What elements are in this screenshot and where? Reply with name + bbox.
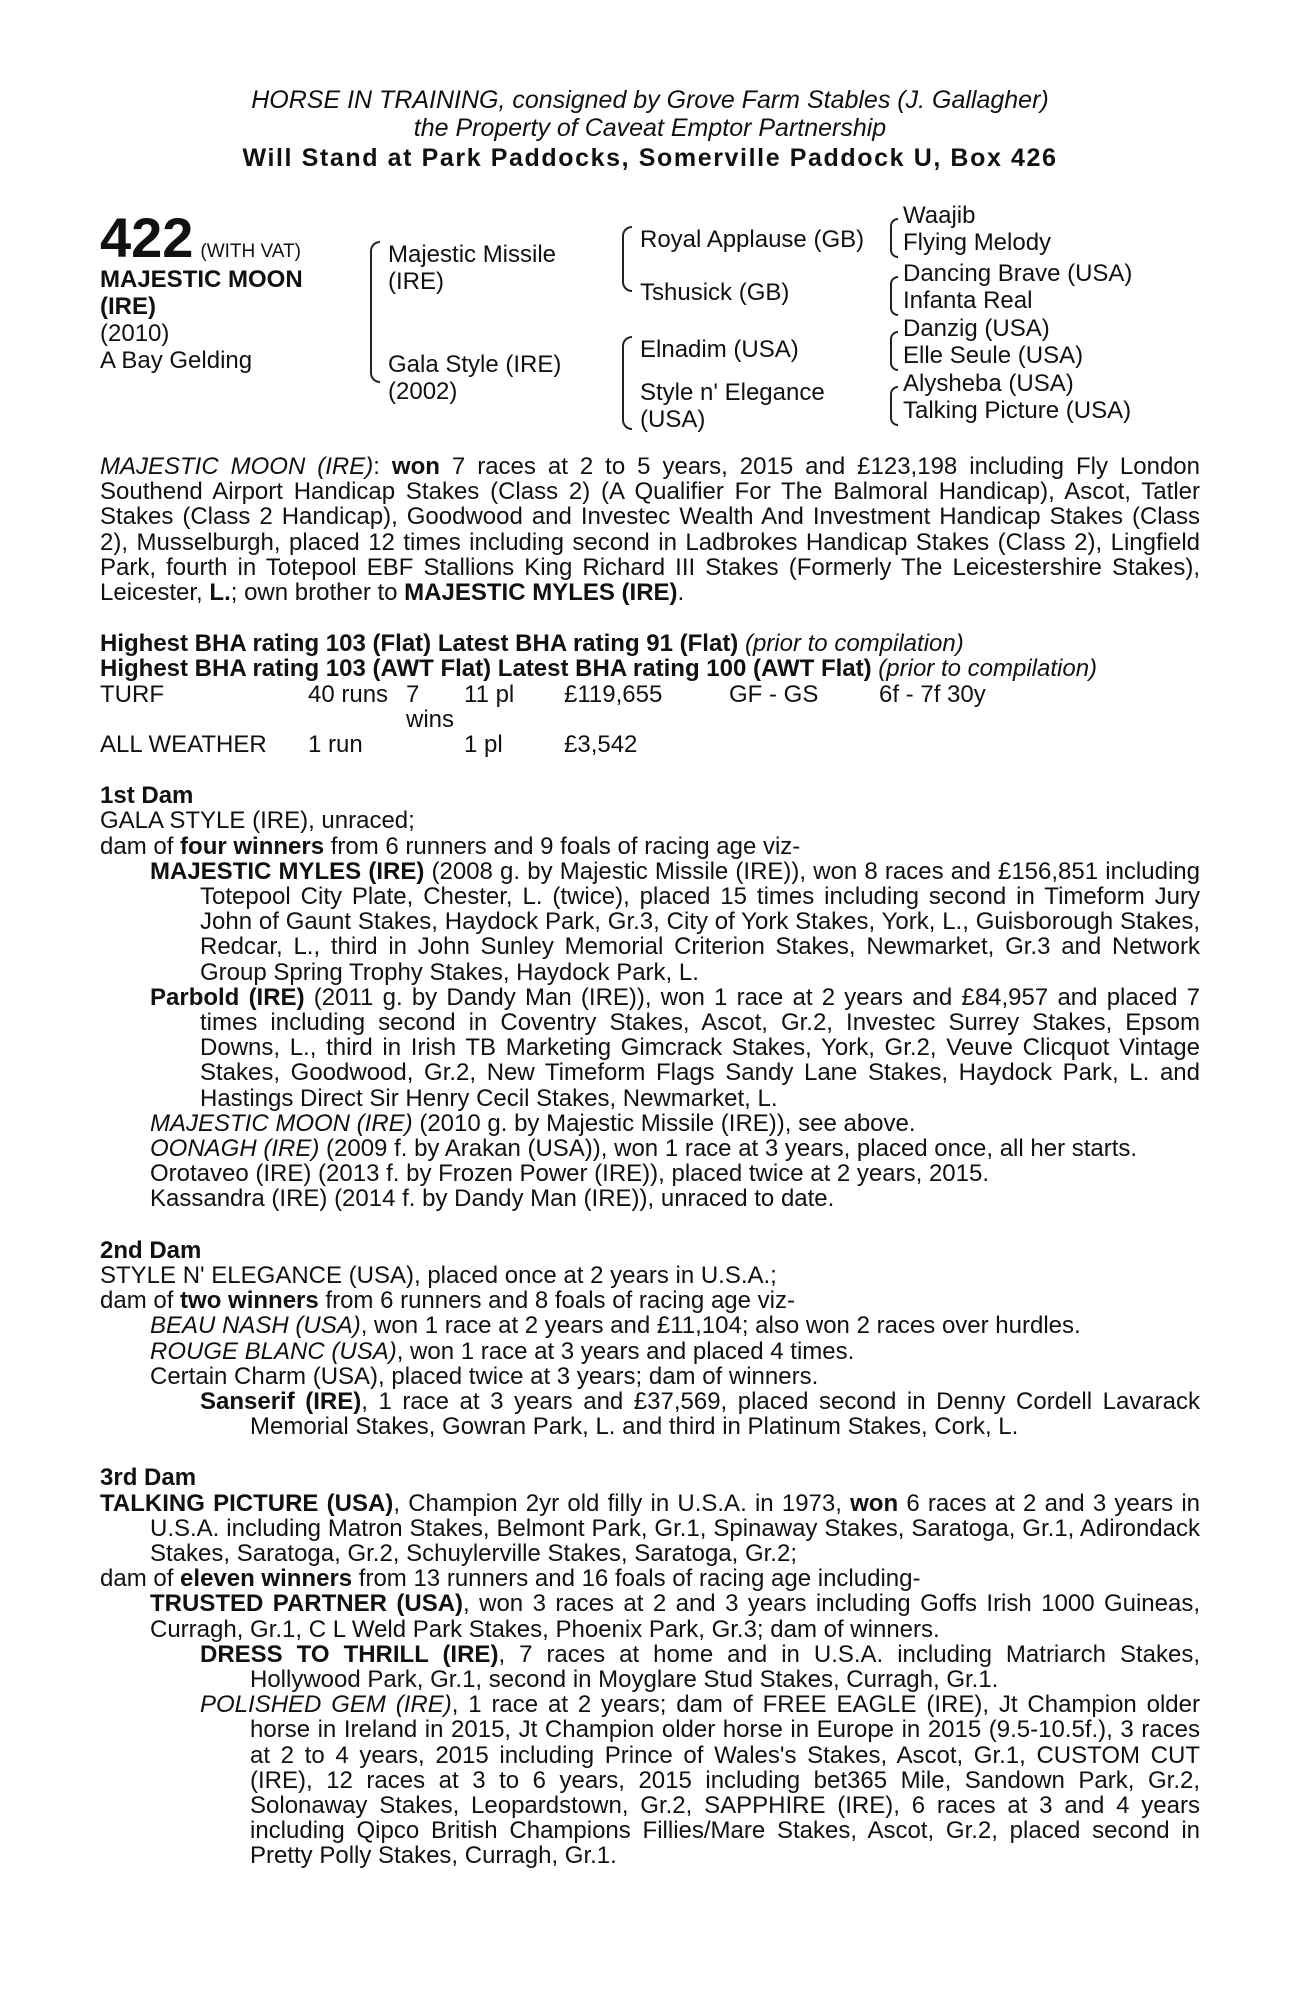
stats-going: [729, 732, 879, 757]
catalogue-page: [100, 86, 1200, 1869]
progeny-entry: OONAGH (IRE) (2009 f. by Arakan (USA)), won 1 race at 3 years, placed once, all her starts.: [150, 1135, 1138, 1163]
stats-surface: TURF: [100, 680, 164, 708]
race-record-table: [100, 682, 1200, 758]
brace-dam-line: [622, 336, 632, 430]
first-dam-name: GALA STYLE (IRE), unraced;: [100, 807, 415, 835]
dam-year: (2002): [388, 378, 458, 405]
vat-note: (WITH VAT): [200, 241, 301, 262]
progeny-entry: Certain Charm (USA), placed twice at 3 years; dam of winners.: [150, 1362, 819, 1390]
sire-dam-dam: Infanta Real: [903, 287, 1033, 314]
progeny-entry: ROUGE BLANC (USA), won 1 race at 3 years and placed 4 times.: [150, 1337, 855, 1365]
sire-sire: Royal Applause (GB): [640, 226, 865, 253]
stats-placed: 11 pl: [464, 680, 515, 708]
horse-description: A Bay Gelding: [100, 347, 253, 374]
flat-rating: Highest BHA rating 103 (Flat) Latest BHA rating 91 (Flat) (prior to compilation): [100, 630, 964, 658]
second-dam-heading: 2nd Dam: [100, 1236, 202, 1264]
second-dam-section: [100, 1263, 1200, 1439]
first-dam-section: [100, 808, 1200, 1211]
progeny-entry: Kassandra (IRE) (2014 f. by Dandy Man (IRE)), unraced to date.: [150, 1185, 835, 1213]
progeny-entry: TRUSTED PARTNER (USA), won 3 races at 2 and 3 years including Goffs Irish 1000 Guineas, Curragh, Gr.1, C L Weld Park Stakes, Phoenix Park, Gr.3; dam of winners.: [150, 1590, 1201, 1643]
awt-rating: Highest BHA rating 103 (AWT Flat) Latest BHA rating 100 (AWT Flat) (prior to compilation): [100, 655, 1098, 683]
brace-sire-line: [622, 226, 632, 292]
summary-won: won: [391, 453, 440, 480]
dam-dam-sire: Alysheba (USA): [903, 370, 1074, 397]
ratings-block: [100, 631, 1200, 681]
horse-name-country: (IRE): [100, 293, 156, 320]
sire-country: (IRE): [388, 268, 444, 295]
stats-surface: ALL WEATHER: [100, 731, 267, 759]
brace-g3-3: [890, 331, 898, 371]
second-dam-record: dam of two winners from 6 runners and 8 foals of racing age viz-: [100, 1287, 795, 1315]
progeny-entry: MAJESTIC MYLES (IRE) (2008 g. by Majestic Missile (IRE)), won 8 races and £156,851 including Totepool City Plate, Chester, L. (twice), placed 15 times including second in Timeform Jury John of Gaunt Stakes, Haydock Park, Gr.3, City of York Stakes, York, L., Guisborough Stakes, Redcar, L., third in John Sunley Memorial Criterion Stakes, Newmarket, Gr.3 and Network Group Spring Trophy Stakes, Haydock Park, L.: [150, 857, 1200, 986]
dam: Gala Style (IRE): [388, 351, 562, 378]
sire-dam-sire: Dancing Brave (USA): [903, 260, 1133, 287]
dam-dam-country: (USA): [640, 406, 706, 433]
third-dam-name: TALKING PICTURE (USA), Champion 2yr old filly in U.S.A. in 1973, won 6 races at 2 and 3 years in U.S.A. including Matron Stakes, Belmont Park, Gr.1, Spinaway Stakes, Saratoga, Gr.1, Adirondack Stakes, Saratoga, Gr.2, Schuylerville Stakes, Saratoga, Gr.2;: [100, 1489, 1201, 1567]
first-dam-heading: 1st Dam: [100, 782, 194, 810]
second-dam-name: STYLE N' ELEGANCE (USA), placed once at 2 years in U.S.A.;: [100, 1261, 777, 1289]
progeny-entry: DRESS TO THRILL (IRE), 7 races at home and in U.S.A. including Matriarch Stakes, Hollywood Park, Gr.1, second in Moyglare Stud Stakes, Curragh, Gr.1.: [200, 1640, 1200, 1693]
stats-earnings: £3,542: [564, 731, 638, 759]
brace-g3-4: [890, 386, 898, 426]
summary-name: MAJESTIC MOON (IRE): [100, 453, 374, 480]
brace-g3-1: [890, 218, 898, 258]
progeny-entry: MAJESTIC MOON (IRE) (2010 g. by Majestic Missile (IRE)), see above.: [150, 1109, 916, 1137]
stats-placed: 1 pl: [464, 731, 503, 759]
stats-runs: 40 runs: [308, 680, 389, 708]
first-dam-record: dam of four winners from 6 runners and 9 foals of racing age viz-: [100, 832, 801, 860]
lot-number-line: [100, 206, 301, 269]
stats-wins: 7 wins: [406, 680, 455, 733]
sire-sire-sire: Waajib: [903, 202, 976, 229]
progeny-entry: Sanserif (IRE), 1 race at 3 years and £37,569, placed second in Denny Cordell Lavarack Memorial Stakes, Gowran Park, L. and third in Platinum Stakes, Cork, L.: [200, 1387, 1201, 1441]
stabling-line: Will Stand at Park Paddocks, Somerville Paddock U, Box 426: [242, 144, 1058, 172]
dam-sire-sire: Danzig (USA): [903, 315, 1050, 342]
race-summary: MAJESTIC MOON (IRE): won 7 races at 2 to 5 years, 2015 and £123,198 including Fly London Southend Airport Handicap Stakes (Class 2) (A Qualifier For The Balmoral Handicap), Ascot, Tatler Stakes (Class 2 Handicap), Goodwood and Investec Wealth And Investment Handicap Stakes (Class 2), Musselburgh, placed 12 times including second in Ladbrokes Handicap Stakes (Class 2), Lingfield Park, fourth in Totepool EBF Stallions King Richard III Stakes (Formerly The Leicestershire Stakes), Leicester, L.; own brother to MAJESTIC MYLES (IRE).: [100, 453, 1200, 607]
stats-distance: 6f - 7f 30y: [879, 680, 986, 708]
stats-wins: [406, 732, 464, 757]
progeny-entry: POLISHED GEM (IRE), 1 race at 2 years; dam of FREE EAGLE (IRE), Jt Champion older horse in Ireland in 2015, Jt Champion older horse in Europe in 2015 (9.5-10.5f.), 3 races at 2 to 4 years, 2015 including Prince of Wales's Stakes, Ascot, Gr.1, CUSTOM CUT (IRE), 12 races at 3 to 6 years, 2015 including bet365 Mile, Sandown Park, Gr.2, Solonaway Stakes, Leopardstown, Gr.2, SAPPHIRE (IRE), 6 races at 3 and 4 years including Qipco British Champions Fillies/Mare Stakes, Ascot, Gr.2, placed second in Pretty Polly Stakes, Curragh, Gr.1.: [200, 1691, 1200, 1870]
sire-sire-dam: Flying Melody: [903, 229, 1052, 256]
stats-going: GF - GS: [729, 680, 819, 708]
property-line: the Property of Caveat Emptor Partnership: [413, 114, 887, 142]
horse-name: MAJESTIC MOON: [100, 266, 303, 293]
third-dam-record: dam of eleven winners from 13 runners and 16 foals of racing age including-: [100, 1565, 921, 1593]
progeny-entry: BEAU NASH (USA), won 1 race at 2 years and £11,104; also won 2 races over hurdles.: [150, 1312, 1081, 1340]
stats-distance: [879, 732, 1059, 757]
dam-dam: Style n' Elegance: [640, 379, 825, 406]
brace-g3-2: [890, 276, 898, 316]
sire-dam: Tshusick (GB): [640, 279, 790, 306]
lot-number: 422: [100, 206, 194, 269]
dam-sire-dam: Elle Seule (USA): [903, 342, 1084, 369]
stats-earnings: £119,655: [564, 680, 663, 708]
progeny-entry: Orotaveo (IRE) (2013 f. by Frozen Power (IRE)), placed twice at 2 years, 2015.: [150, 1160, 990, 1188]
stats-runs: 1 run: [308, 731, 363, 759]
dam-sire: Elnadim (USA): [640, 336, 799, 363]
dam-dam-dam: Talking Picture (USA): [903, 397, 1132, 424]
brace-gen1: [370, 241, 380, 383]
sire: Majestic Missile: [388, 241, 557, 268]
foaling-year: (2010): [100, 320, 170, 347]
progeny-entry: Parbold (IRE) (2011 g. by Dandy Man (IRE)), won 1 race at 2 years and £84,957 and placed 7 times including second in Coventry Stakes, Ascot, Gr.2, Investec Surrey Stakes, Epsom Downs, L., third in Irish TB Marketing Gimcrack Stakes, York, Gr.2, Veuve Clicquot Vintage Stakes, Goodwood, Gr.2, New Timeform Flags Sandy Lane Stakes, Haydock Park, L. and Hastings Direct Sir Henry Cecil Stakes, Newmarket, L.: [150, 983, 1200, 1112]
consignor-line: HORSE IN TRAINING, consigned by Grove Farm Stables (J. Gallagher): [251, 86, 1049, 114]
pedigree-block: [100, 202, 1200, 446]
third-dam-heading: 3rd Dam: [100, 1464, 197, 1492]
third-dam-section: [100, 1491, 1200, 1869]
summary-brother: MAJESTIC MYLES (IRE): [404, 579, 678, 607]
